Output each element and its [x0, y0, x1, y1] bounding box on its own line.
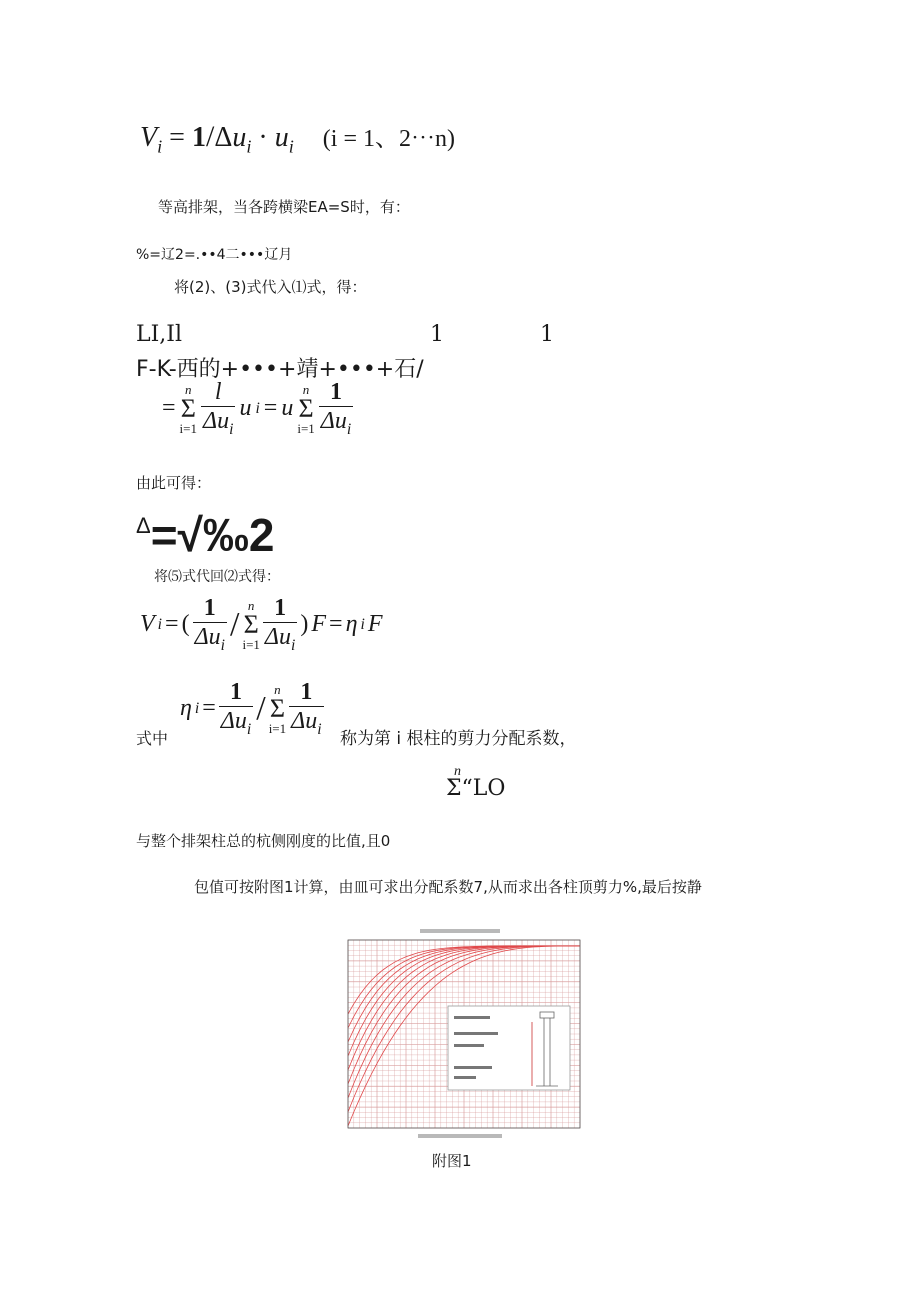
paragraph-6-suffix: 称为第 i 根柱的剪力分配系数， [340, 729, 577, 749]
equation-eta: η i = $\frac{1}{\Delta u_i}$ / n Σ i=1 $\frac{1}{\Delta u_i}$ [180, 679, 322, 738]
equation-7: Σ“LO [446, 776, 506, 801]
garbled-line-1-mid: 1 [430, 322, 444, 347]
paragraph-1: 等高排架，当各跨横梁EA=S时，有： [158, 198, 410, 216]
eq1-condition: (i = 1、2⋯n) [322, 126, 455, 152]
paragraph-6-prefix: 式中 [136, 729, 169, 748]
eq1-lhs: V [140, 122, 158, 153]
figure-caption: 附图1 [432, 1152, 472, 1170]
paragraph-3: 将(2)、(3)式代入⑴式，得： [174, 278, 367, 296]
sum-symbol-2: n Σ i=1 [297, 381, 315, 436]
garbled-line-1-left: LI,Il [136, 322, 183, 347]
chart-xlabel-bar [418, 1134, 502, 1138]
equation-1: $V_i = 1/\Delta u_i \cdot u_i$ (i = 1、2⋯n) [140, 120, 455, 157]
garbled-line-1-right: 1 [540, 322, 554, 347]
figure-chart-image [336, 926, 584, 1142]
equation-4: = n Σ i=1 $\frac{l}{\Delta u_i}$ u i = u n Σ i=1 $\frac{1}{\Delta u_i}$ [162, 379, 352, 438]
paragraph-4: 由此可得： [136, 474, 212, 492]
equation-7-n: n [454, 764, 461, 779]
sum-symbol-1: n Σ i=1 [179, 381, 197, 436]
paragraph-2: %=辽2=.••4二•••辽月 [136, 247, 293, 263]
paragraph-7: 与整个排架柱总的杭侧刚度的比值,且0 [136, 832, 391, 850]
paragraph-8: 包值可按附图1计算，由皿可求出分配系数7,从而求出各柱顶剪力%,最后按静 [194, 878, 702, 896]
paragraph-5: 将⑸式代回⑵式得： [154, 569, 280, 585]
garbled-line-2: F-K-西的+•••+靖+•••+石/ [136, 357, 424, 382]
equation-5: Δ=√‰2 [136, 509, 275, 561]
equation-6: V i = ( $\frac{1}{\Delta u_i}$ / n Σ i=1 $\frac{1}{\Delta u_i}$ ) F = η i F [140, 595, 383, 654]
chart-title-bar [420, 929, 500, 933]
